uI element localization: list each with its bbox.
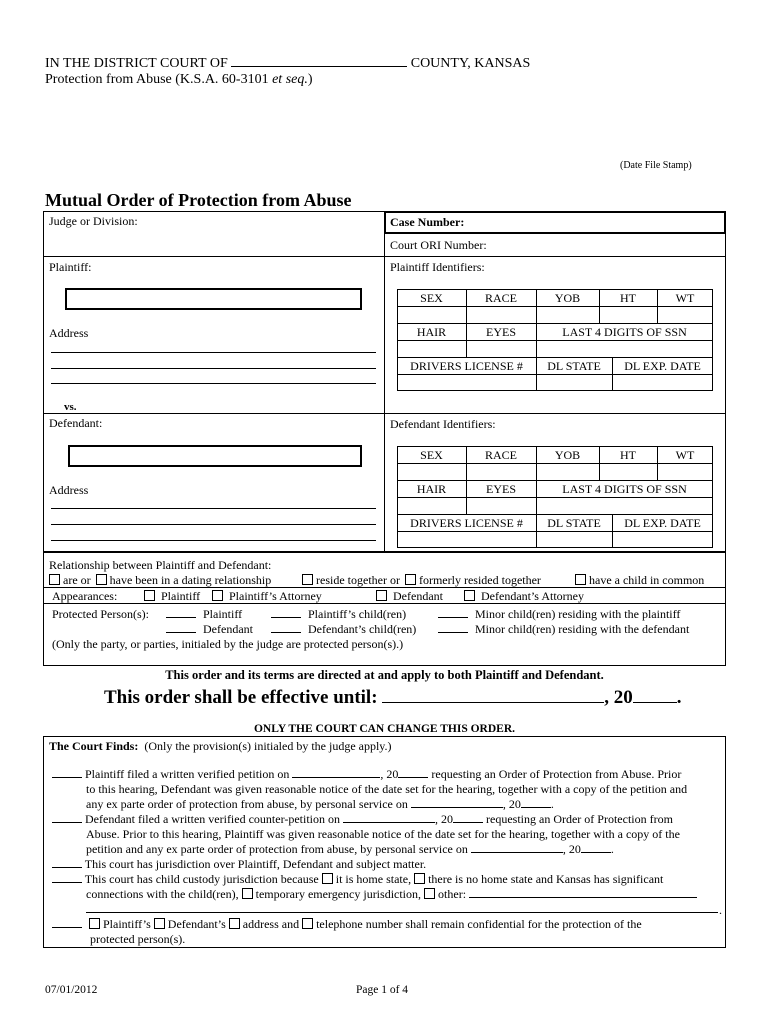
initial-blank[interactable] — [166, 617, 196, 618]
only-court-text: ONLY THE COURT CAN CHANGE THIS ORDER. — [253, 723, 516, 735]
pid-sex: SEX — [420, 291, 443, 305]
finding-2-line-1 — [52, 812, 673, 827]
f1-text: Plaintiff filed a written verified petition on — [85, 767, 290, 781]
initial-blank[interactable] — [52, 867, 82, 868]
pid-rule — [397, 323, 713, 324]
checkbox[interactable] — [322, 873, 333, 884]
court-heading — [45, 54, 530, 72]
pid-dl-state: DL STATE — [547, 359, 601, 373]
protected-row-1b — [271, 607, 406, 622]
checkbox[interactable] — [464, 590, 475, 601]
protected-row-1 — [166, 607, 242, 622]
defendant-address-line-2[interactable] — [51, 524, 376, 525]
option-child: have a child in common — [589, 573, 705, 587]
f5-telephone: telephone number shall remain confidential for the protection of the — [316, 917, 642, 931]
appearance-defendant-attorney-label: Defendant’s Attorney — [481, 589, 584, 603]
finding-4-line-1 — [52, 872, 663, 887]
checkbox[interactable] — [144, 590, 155, 601]
appearance-defendant-attorney — [464, 589, 584, 604]
f5-defendant: Defendant’s — [167, 917, 226, 931]
initial-blank[interactable] — [271, 632, 301, 633]
plaintiff-address-line-1[interactable] — [51, 352, 376, 353]
option-dating: have been in a dating relationship — [109, 573, 272, 587]
findings-label: The Court Finds: — [49, 739, 139, 753]
pid-eyes: EYES — [486, 325, 516, 339]
pid-ssn: LAST 4 DIGITS OF SSN — [562, 325, 687, 339]
pid-wt: WT — [675, 291, 695, 305]
finding-1-line-2: to this hearing, Defendant was given reasonable notice of the date set for the hearing, together with a copy of the petition and — [86, 782, 688, 796]
year-blank[interactable] — [398, 777, 428, 778]
finding-4-line-2 — [86, 887, 697, 902]
court-ori-label: Court ORI Number: — [390, 238, 487, 252]
did-dl-state: DL STATE — [547, 516, 601, 530]
pid-rule — [397, 357, 713, 358]
did-rule — [397, 463, 713, 464]
f1-text-c: requesting an Order of Protection from Abuse. Prior — [431, 767, 682, 781]
effective-line — [104, 686, 682, 709]
page-title: Mutual Order of Protection from Abuse — [45, 190, 352, 210]
f4-no-home-state: there is no home state and Kansas has significant — [428, 872, 664, 886]
finding-5-line-1 — [52, 917, 642, 932]
pid-rule — [397, 306, 713, 307]
defendant-name-field[interactable] — [68, 445, 362, 467]
effective-suffix: . — [676, 687, 682, 708]
initial-blank[interactable] — [52, 927, 82, 928]
protected-defendant-children: Defendant’s child(ren) — [308, 622, 417, 636]
defendant-label: Defendant: — [49, 416, 103, 430]
initial-blank[interactable] — [52, 777, 82, 778]
checkbox[interactable] — [302, 918, 313, 929]
checkbox[interactable] — [302, 574, 313, 585]
other-field[interactable] — [469, 897, 697, 898]
did-rule — [397, 480, 713, 481]
other-continuation-line[interactable] — [86, 912, 718, 913]
checkbox[interactable] — [96, 574, 107, 585]
appearances-row — [52, 589, 117, 604]
appearance-plaintiff — [144, 589, 200, 604]
appearance-plaintiff-attorney-label: Plaintiff’s Attorney — [229, 589, 322, 603]
judge-label: Judge or Division: — [49, 214, 138, 228]
directive-text: This order and its terms are directed at and apply to both Plaintiff and Defendant. — [165, 668, 604, 682]
pid-race: RACE — [484, 291, 517, 305]
checkbox[interactable] — [229, 918, 240, 929]
option-reside: reside together or — [316, 573, 400, 587]
f1-l3-text: any ex parte order of protection from abuse, by personal service on — [86, 797, 408, 811]
date-blank[interactable] — [411, 807, 503, 808]
effective-date-field[interactable] — [382, 686, 604, 703]
checkbox[interactable] — [89, 918, 100, 929]
relationship-option-reside — [302, 573, 541, 588]
findings-header — [49, 739, 392, 754]
finding-1-line-3 — [86, 797, 554, 812]
checkbox[interactable] — [424, 888, 435, 899]
pid-ht: HT — [620, 291, 636, 305]
checkbox[interactable] — [154, 918, 165, 929]
checkbox[interactable] — [414, 873, 425, 884]
court-suffix: COUNTY, KANSAS — [410, 56, 531, 71]
continuation-dot: . — [719, 903, 722, 917]
appearances-label: Appearances: — [52, 589, 118, 603]
initial-blank[interactable] — [271, 617, 301, 618]
checkbox[interactable] — [49, 574, 60, 585]
county-field[interactable] — [231, 54, 407, 67]
footer-page: Page 1 of 4 — [356, 984, 409, 996]
effective-year-field[interactable] — [633, 686, 677, 703]
protected-row-2b — [271, 622, 416, 637]
plaintiff-address-line-3[interactable] — [51, 383, 376, 384]
initial-blank[interactable] — [52, 822, 82, 823]
finding-3 — [52, 857, 426, 872]
did-hair: HAIR — [416, 482, 447, 496]
f5-plaintiff: Plaintiff’s — [103, 917, 151, 931]
relationship-options — [49, 573, 271, 588]
year-blank[interactable] — [581, 852, 611, 853]
statute-italic: et seq. — [272, 72, 308, 87]
vs-label: vs. — [64, 401, 77, 413]
statute-suffix: ) — [307, 72, 313, 87]
year-blank[interactable] — [453, 822, 483, 823]
plaintiff-name-field[interactable] — [65, 288, 362, 310]
effective-prefix: This order shall be effective until: — [104, 687, 378, 708]
did-ht: HT — [620, 448, 636, 462]
finding-2-line-3 — [86, 842, 614, 857]
initial-blank[interactable] — [52, 882, 82, 883]
checkbox[interactable] — [242, 888, 253, 899]
f2-text-c: requesting an Order of Protection from — [486, 812, 673, 826]
pid-yob: YOB — [554, 291, 581, 305]
date-blank[interactable] — [292, 777, 380, 778]
appearance-plaintiff-label: Plaintiff — [161, 589, 201, 603]
finding-2-line-2: Abuse. Prior to this hearing, Plaintiff was given reasonable notice of the date set for the hearing, together with a copy of the — [86, 827, 680, 841]
did-eyes: EYES — [486, 482, 516, 496]
pid-rule — [397, 374, 713, 375]
appearance-defendant-label: Defendant — [393, 589, 443, 603]
protected-row-2 — [166, 622, 253, 637]
protected-plaintiff: Plaintiff — [203, 607, 243, 621]
court-prefix: IN THE DISTRICT COURT OF — [45, 56, 228, 71]
initial-blank[interactable] — [438, 617, 468, 618]
relationship-option-child — [575, 573, 704, 588]
f2-l3-text: petition and any ex parte order of protection from abuse, by personal service on — [86, 842, 468, 856]
findings-sub: (Only the provision(s) initialed by the judge apply.) — [144, 739, 392, 753]
year-blank[interactable] — [521, 807, 551, 808]
protected-note: (Only the party, or parties, initialed by the judge are protected person(s).) — [52, 637, 404, 651]
pid-dl: DRIVERS LICENSE # — [410, 359, 523, 373]
did-rule — [397, 514, 713, 515]
did-race: RACE — [484, 448, 517, 462]
did-rule — [397, 497, 713, 498]
statute-prefix: Protection from Abuse (K.S.A. 60-3101 — [45, 72, 273, 87]
date-file-stamp: (Date File Stamp) — [620, 160, 692, 171]
f1-l3-dot: . — [550, 797, 554, 811]
initial-blank[interactable] — [166, 632, 196, 633]
f4-home-state: it is home state, — [335, 872, 412, 886]
defendant-address-line-3[interactable] — [51, 540, 376, 541]
protected-minor-defendant: Minor child(ren) residing with the defendant — [475, 622, 690, 636]
defendant-identifiers-label: Defendant Identifiers: — [390, 417, 496, 431]
plaintiff-identifiers-label: Plaintiff Identifiers: — [390, 260, 485, 274]
did-ssn: LAST 4 DIGITS OF SSN — [562, 482, 687, 496]
option-formerly: formerly resided together — [418, 573, 541, 587]
f1-20: , 20 — [380, 767, 399, 781]
defendant-address-label: Address — [49, 483, 89, 497]
plaintiff-label: Plaintiff: — [49, 260, 92, 274]
f2-20: , 20 — [435, 812, 453, 826]
checkbox[interactable] — [405, 574, 416, 585]
appearance-plaintiff-attorney — [212, 589, 322, 604]
case-box-divider — [384, 211, 385, 552]
checkbox[interactable] — [575, 574, 586, 585]
protected-row-2c — [438, 622, 689, 637]
did-dl: DRIVERS LICENSE # — [410, 516, 523, 530]
case-box-rule — [43, 256, 726, 257]
appearances-rule — [43, 603, 726, 604]
f4-temporary: temporary emergency jurisdiction, — [255, 887, 422, 901]
defendant-address-line-1[interactable] — [51, 508, 376, 509]
date-blank[interactable] — [343, 822, 435, 823]
pid-hair: HAIR — [416, 325, 447, 339]
finding-1-line-1 — [52, 767, 681, 782]
protected-defendant: Defendant — [203, 622, 253, 636]
protected-row-1c — [438, 607, 680, 622]
did-sex: SEX — [420, 448, 443, 462]
protected-minor-plaintiff: Minor child(ren) residing with the plaintiff — [475, 607, 681, 621]
protected-plaintiff-children: Plaintiff’s child(ren) — [308, 607, 407, 621]
did-rule — [397, 531, 713, 532]
did-wt: WT — [675, 448, 695, 462]
f2-l3-20: , 20 — [562, 842, 581, 856]
checkbox[interactable] — [212, 590, 223, 601]
f4-text: This court has child custody jurisdiction because — [84, 872, 319, 886]
f3-text: This court has jurisdiction over Plaintiff, Defendant and subject matter. — [84, 857, 427, 871]
f5-address: address and — [242, 917, 300, 931]
did-yob: YOB — [554, 448, 581, 462]
finding-5-line-2: protected person(s). — [90, 932, 186, 946]
case-number-label: Case Number: — [390, 215, 465, 229]
f2-l3-dot: . — [610, 842, 614, 856]
f4-connections: connections with the child(ren), — [86, 887, 239, 901]
date-blank[interactable] — [471, 852, 563, 853]
f4-other: other: — [438, 887, 467, 901]
option-are-or: are or — [63, 573, 91, 587]
vs-rule — [43, 413, 726, 414]
pid-rule — [397, 340, 713, 341]
relationship-rule — [43, 587, 726, 588]
did-dl-exp: DL EXP. DATE — [624, 516, 701, 530]
relationship-label: Relationship between Plaintiff and Defendant: — [49, 558, 272, 572]
initial-blank[interactable] — [438, 632, 468, 633]
footer-date: 07/01/2012 — [45, 984, 98, 996]
effective-mid: , 20 — [604, 687, 633, 708]
appearance-defendant — [376, 589, 443, 604]
f2-text: Defendant filed a written verified counter-petition on — [85, 812, 340, 826]
statute-line — [45, 72, 313, 88]
protected-label: Protected Person(s): — [52, 607, 149, 621]
pid-dl-exp: DL EXP. DATE — [624, 359, 701, 373]
checkbox[interactable] — [376, 590, 387, 601]
plaintiff-address-line-2[interactable] — [51, 368, 376, 369]
plaintiff-address-label: Address — [49, 326, 89, 340]
f1-l3-20: , 20 — [502, 797, 521, 811]
